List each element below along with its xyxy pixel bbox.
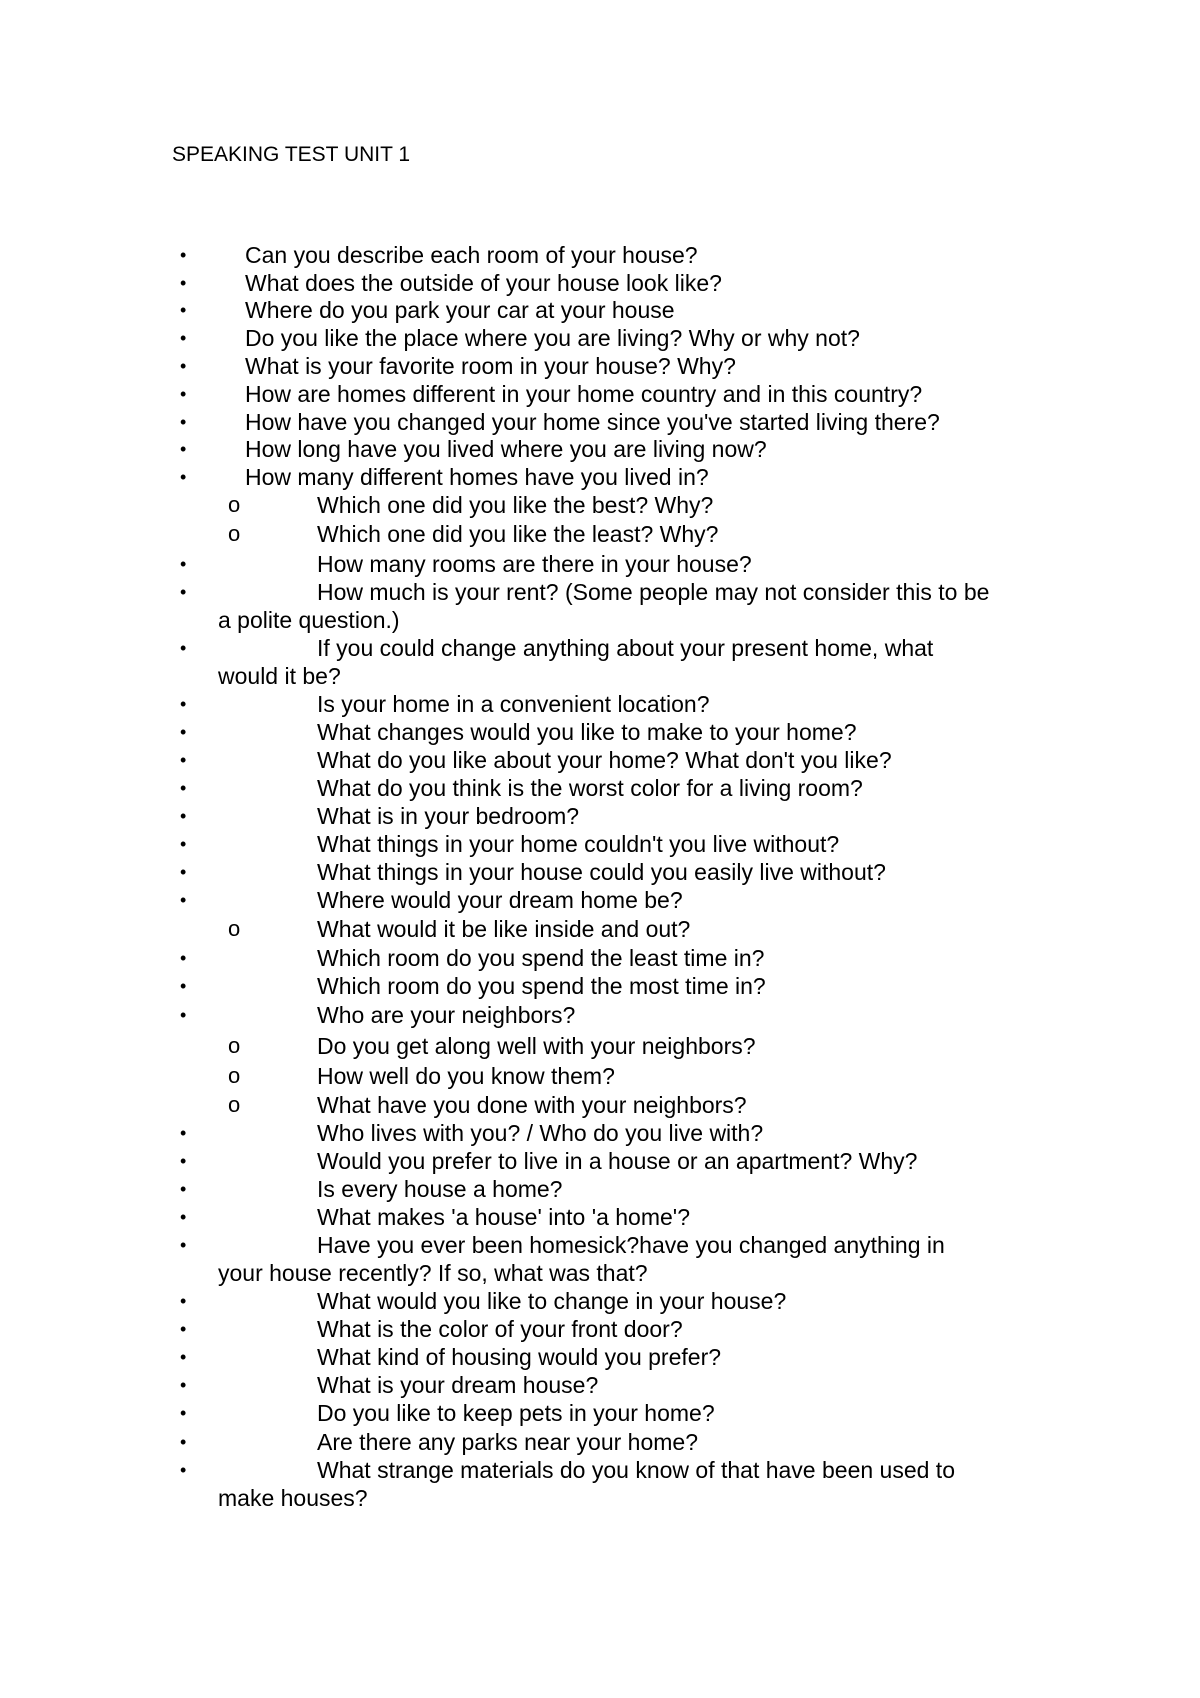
sub-list-item: How well do you know them? (317, 1063, 615, 1089)
bullet-icon: • (180, 1207, 187, 1227)
sub-bullet-icon: o (228, 1092, 241, 1117)
bullet-icon: • (180, 694, 187, 714)
list-item: Which room do you spend the least time in? (317, 945, 765, 971)
list-item: How long have you lived where you are living now? (245, 436, 767, 462)
sub-list-item: What have you done with your neighbors? (317, 1092, 747, 1118)
sub-list-item: Do you get along well with your neighbors? (317, 1033, 756, 1059)
bullet-icon: • (180, 1179, 187, 1199)
bullet-icon: • (180, 1432, 187, 1452)
bullet-icon: • (180, 1123, 187, 1143)
list-item: Do you like the place where you are living? Why or why not? (245, 325, 860, 351)
list-item-continuation: make houses? (218, 1485, 368, 1511)
list-item: What kind of housing would you prefer? (317, 1344, 722, 1370)
bullet-icon: • (180, 1319, 187, 1339)
list-item: Where would your dream home be? (317, 887, 683, 913)
bullet-icon: • (180, 245, 187, 265)
bullet-icon: • (180, 554, 187, 574)
list-item: What is in your bedroom? (317, 803, 580, 829)
list-item: How are homes different in your home country and in this country? (245, 381, 923, 407)
list-item: How many rooms are there in your house? (317, 551, 752, 577)
list-item: What is your dream house? (317, 1372, 599, 1398)
bullet-icon: • (180, 1235, 187, 1255)
list-item: Can you describe each room of your house? (245, 242, 698, 268)
sub-bullet-icon: o (228, 492, 241, 517)
list-item: Which room do you spend the most time in? (317, 973, 766, 999)
list-item: What would you like to change in your house? (317, 1288, 787, 1314)
list-item: What strange materials do you know of that have been used to (317, 1457, 955, 1483)
bullet-icon: • (180, 1403, 187, 1423)
list-item: How much is your rent? (Some people may not consider this to be (317, 579, 990, 605)
list-item: Where do you park your car at your house (245, 297, 675, 323)
bullet-icon: • (180, 1347, 187, 1367)
list-item-continuation: would it be? (218, 663, 341, 689)
list-item: What do you think is the worst color for a living room? (317, 775, 863, 801)
sub-bullet-icon: o (228, 1063, 241, 1088)
bullet-icon: • (180, 328, 187, 348)
bullet-icon: • (180, 890, 187, 910)
bullet-icon: • (180, 412, 187, 432)
sub-bullet-icon: o (228, 916, 241, 941)
list-item: Are there any parks near your home? (317, 1429, 698, 1455)
bullet-icon: • (180, 806, 187, 826)
sub-list-item: Which one did you like the best? Why? (317, 492, 714, 518)
bullet-icon: • (180, 300, 187, 320)
list-item: Do you like to keep pets in your home? (317, 1400, 715, 1426)
sub-list-item: Which one did you like the least? Why? (317, 521, 719, 547)
bullet-icon: • (180, 1460, 187, 1480)
bullet-icon: • (180, 439, 187, 459)
sub-list-item: What would it be like inside and out? (317, 916, 691, 942)
list-item: How many different homes have you lived in? (245, 464, 709, 490)
page-title: SPEAKING TEST UNIT 1 (172, 143, 411, 166)
list-item: What does the outside of your house look like? (245, 270, 722, 296)
list-item: What things in your house could you easily live without? (317, 859, 886, 885)
bullet-icon: • (180, 1291, 187, 1311)
list-item: What makes 'a house' into 'a home'? (317, 1204, 690, 1230)
list-item: What is the color of your front door? (317, 1316, 683, 1342)
sub-bullet-icon: o (228, 521, 241, 546)
bullet-icon: • (180, 273, 187, 293)
bullet-icon: • (180, 638, 187, 658)
list-item: Who lives with you? / Who do you live with? (317, 1120, 764, 1146)
list-item: Is every house a home? (317, 1176, 563, 1202)
bullet-icon: • (180, 467, 187, 487)
list-item: Have you ever been homesick?have you changed anything in (317, 1232, 945, 1258)
bullet-icon: • (180, 948, 187, 968)
bullet-icon: • (180, 1005, 187, 1025)
bullet-icon: • (180, 862, 187, 882)
sub-bullet-icon: o (228, 1033, 241, 1058)
list-item: What things in your home couldn't you live without? (317, 831, 840, 857)
bullet-icon: • (180, 582, 187, 602)
list-item: Would you prefer to live in a house or an apartment? Why? (317, 1148, 918, 1174)
list-item: What changes would you like to make to your home? (317, 719, 857, 745)
list-item-continuation: a polite question.) (218, 607, 400, 633)
list-item: If you could change anything about your present home, what (317, 635, 934, 661)
bullet-icon: • (180, 356, 187, 376)
bullet-icon: • (180, 750, 187, 770)
list-item: Is your home in a convenient location? (317, 691, 710, 717)
list-item: How have you changed your home since you've started living there? (245, 409, 940, 435)
bullet-icon: • (180, 778, 187, 798)
bullet-icon: • (180, 976, 187, 996)
bullet-icon: • (180, 384, 187, 404)
bullet-icon: • (180, 722, 187, 742)
bullet-icon: • (180, 1151, 187, 1171)
bullet-icon: • (180, 1375, 187, 1395)
bullet-icon: • (180, 834, 187, 854)
list-item: What do you like about your home? What don't you like? (317, 747, 892, 773)
list-item-continuation: your house recently? If so, what was that? (218, 1260, 648, 1286)
list-item: What is your favorite room in your house? Why? (245, 353, 736, 379)
list-item: Who are your neighbors? (317, 1002, 576, 1028)
